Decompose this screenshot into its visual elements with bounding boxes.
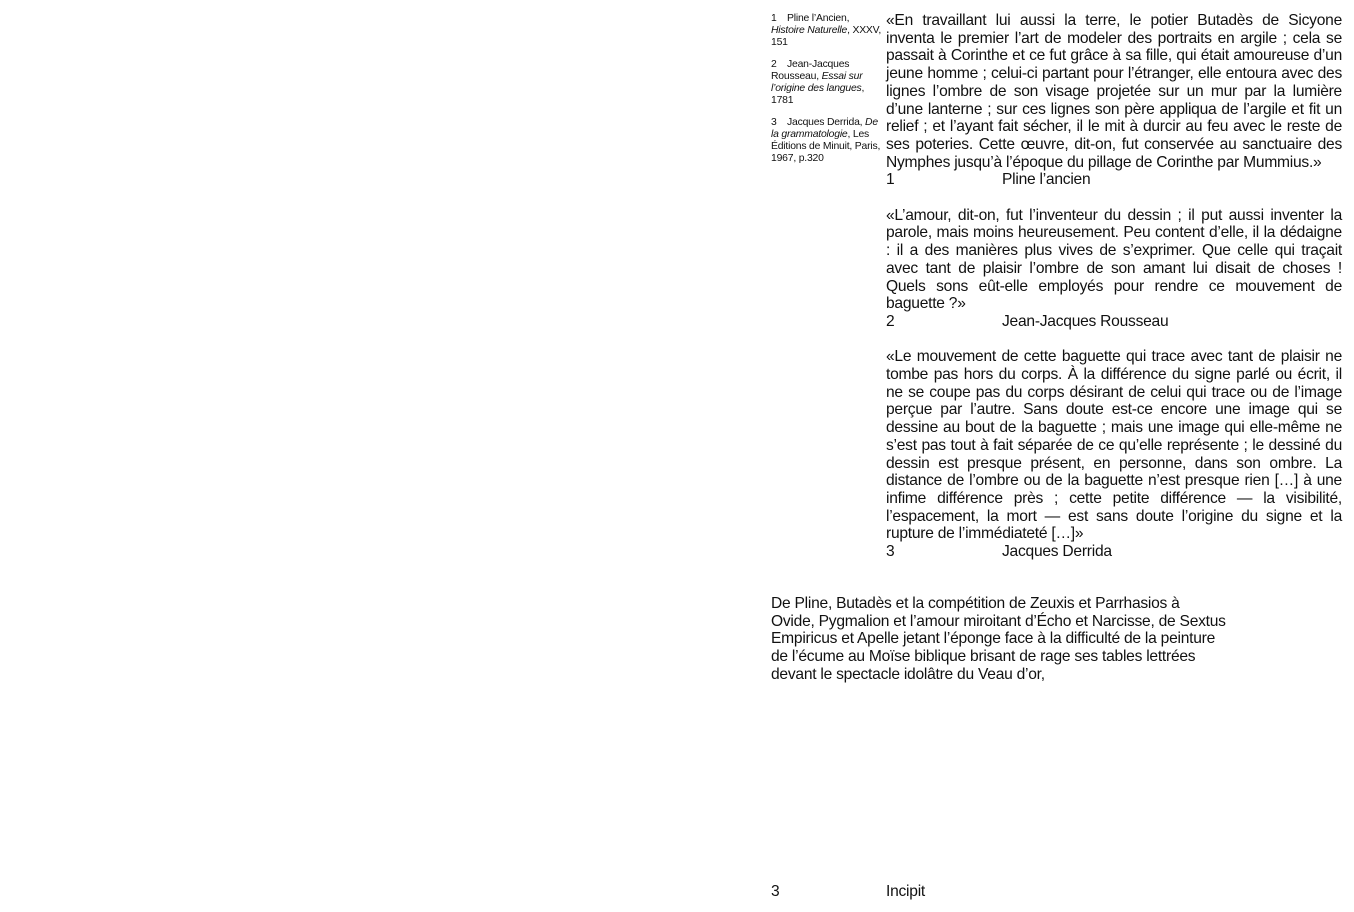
quote-author: Pline l’ancien <box>1002 171 1091 189</box>
quote-footnote-number: 3 <box>886 543 895 561</box>
footnote-number: 1 <box>771 13 777 24</box>
footnote-title: Essai sur l’origine des langues <box>771 71 863 94</box>
footnote-2 <box>771 59 883 107</box>
footnote-detail: , Les Éditions de Minuit, Paris, 1967, p.320 <box>771 129 881 164</box>
quote-rousseau <box>886 207 1342 331</box>
quotes-column <box>886 12 1342 578</box>
quote-text: «En travaillant lui aussi la terre, le potier Butadès de Sicyone inventa le premier l’art de modeler des portraits en argile ; cela se passait à Corinthe et ce fut grâce à sa fille, qui était amoureuse d’un jeune homme ; celui-ci partant pour l’étranger, elle entoura avec des lignes l’ombre de son visage projetée sur un mur par la lumière d’une lanterne ; sur ces lignes son père appliqua de l’argile et fit un relief ; et l’ayant fait sécher, il le mit à durcir au feu avec le reste de ses poteries. Cette œuvre, dit-on, fut conservée au sanctuaire des Nymphes jusqu’à l’époque du pillage de Corinthe par Mummius.» <box>886 12 1342 171</box>
quote-author: Jean-Jacques Rousseau <box>1002 312 1169 330</box>
footnote-number: 2 <box>771 59 777 70</box>
quote-pliny <box>886 12 1342 189</box>
footnote-number: 3 <box>771 117 777 128</box>
quote-author: Jacques Derrida <box>1002 543 1112 561</box>
footnote-source: Pline l’Ancien, <box>787 13 850 24</box>
body-paragraph: De Pline, Butadès et la compétition de Zeuxis et Parrhasios à Ovide, Pygmalion et l’amour miroitant d’Écho et Narcisse, de Sextus Empiricus et Apelle jetant l’éponge face à la difficulté de la peinture de l’écume au Moïse biblique brisant de rage ses tables lettrées devant le spectacle idolâtre du Veau d’or, <box>771 595 1226 683</box>
footnote-source: Jacques Derrida, <box>787 117 866 128</box>
footnote-1 <box>771 13 883 49</box>
footnote-title: Histoire Naturelle <box>771 25 848 36</box>
section-title: Incipit <box>886 883 925 900</box>
quote-attribution <box>886 313 1342 331</box>
footnote-source: Jean-Jacques Rousseau, <box>771 59 850 82</box>
footnote-3 <box>771 117 883 165</box>
quote-attribution <box>886 543 1342 561</box>
quote-footnote-number: 1 <box>886 171 895 189</box>
footnotes <box>771 13 883 175</box>
quote-attribution <box>886 171 1342 189</box>
page-number: 3 <box>771 883 780 900</box>
quote-text: «Le mouvement de cette baguette qui trace avec tant de plaisir ne tombe pas hors du corps. À la différence du signe parlé ou écrit, il ne se coupe pas du corps désirant de celui qui trace ou de l’image perçue par l’autre. Sans doute est-ce encore une image qui se dessine au bout de la baguette ; mais une image qui elle-même ne s’est pas tout à fait séparée de ce qu’elle représente ; le dessiné du dessin est presque présent, en personne, dans son ombre. La distance de l’ombre ou de la baguette n’est presque rien […] à une infime différence près ; cette petite différence — la visibilité, l’espacement, la mort — est sans doute l’origine du signe et la rupture de l’immédiateté […]» <box>886 348 1342 543</box>
quote-derrida <box>886 348 1342 560</box>
footnote-detail: , 1781 <box>771 83 865 106</box>
footnote-title: De la grammatologie <box>771 117 878 140</box>
page-footer <box>771 883 1171 901</box>
quote-footnote-number: 2 <box>886 312 895 330</box>
quote-text: «L’amour, dit-on, fut l’inventeur du dessin ; il put aussi inventer la parole, mais moins heureusement. Peu content d’elle, il la dédaigne : il a des manières plus vives de s’exprimer. Que celle qui traçait avec tant de plaisir l’ombre de son amant lui disait de choses ! Quels sons eût-elle employés pour rendre ce mouvement de baguette ?» <box>886 206 1342 313</box>
footnote-detail: , XXXV, 151 <box>771 25 882 48</box>
